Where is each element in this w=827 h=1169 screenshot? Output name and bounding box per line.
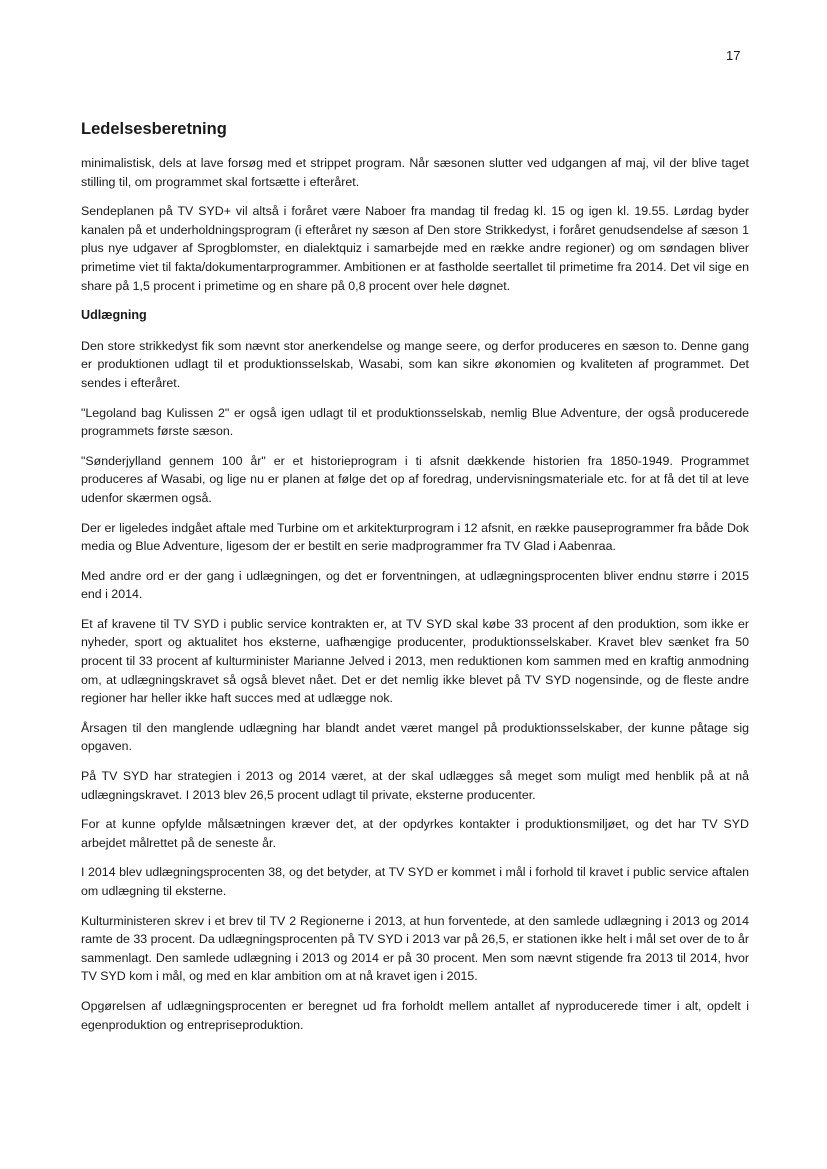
paragraph: I 2014 blev udlægningsprocenten 38, og det betyder, at TV SYD er kommet i mål i forhold til kravet i public service aftalen om udlægning til eksterne. [81,865,749,898]
paragraph: Opgørelsen af udlægningsprocenten er beregnet ud fra forholdt mellem antallet af nyproducerede timer i alt, opdelt i egenproduktion og entrepriseproduktion. [81,998,749,1032]
paragraph: Årsagen til den manglende udlægning har blandt andet været mangel på produktionsselskaber, der kunne påtage sig opgaven. [81,720,749,754]
paragraph: Et af kravene til TV SYD i public service kontrakten er, at TV SYD skal købe 33 procent af den produktion, som ikke er nyheder, sport og aktualitet hos eksterne, uafhængige producenter, produktionsselskaber. Kravet blev sænket fra 50 procent til 33 procent af kulturminister Marianne Jelved i 2013, men reduktionen kom sammen med en kraftig anmodning om, at udlægningskravet så også blevet nået. Det er det nemlig ikke blevet på TV SYD nogensinde, og de fleste andre regioner har heller ikke haft succes med at udlægge nok. [81,616,749,706]
paragraph: For at kunne opfylde målsætningen kræver det, at der opdyrkes kontakter i produktionsmiljøet, og det har TV SYD arbejdet målrettet på de seneste år. [81,817,749,850]
section-heading: Udlægning [81,308,147,323]
paragraph: Kulturministeren skrev i et brev til TV 2 Regionerne i 2013, at hun forventede, at den samlede udlægning i 2013 og 2014 ramte de 33 procent. Da udlægningsprocenten på TV SYD i 2013 var på 26,5, er stationen ikke helt i mål set over de to år sammenlagt. Den samlede udlægning i 2013 og 2014 er på 30 procent. Men som nævnt stigende fra 2013 til 2014, hvor TV SYD kom i mål, og med en klar ambition om at nå kravet igen i 2015. [81,913,749,984]
paragraph: På TV SYD har strategien i 2013 og 2014 været, at der skal udlægges så meget som muligt med henblik på at nå udlægningskravet. I 2013 blev 26,5 procent udlagt til private, eksterne producenter. [81,769,749,802]
paragraph: Der er ligeledes indgået aftale med Turbine om et arkitekturprogram i 12 afsnit, en række pauseprogrammer fra både Dok media og Blue Adventure, ligesom der er bestilt en serie madprogrammer fra TV Glad i Aabenraa. [81,520,749,554]
paragraph: Den store strikkedyst fik som nævnt stor anerkendelse og mange seere, og derfor produceres en sæson to. Denne gang er produktionen udlagt til et produktionsselskab, Wasabi, som kan sikre økonomien og kvaliteten af programmet. Det sendes i efteråret. [81,338,749,390]
paragraph: minimalistisk, dels at lave forsøg med et strippet program. Når sæsonen slutter ved udgangen af maj, vil der blive taget stilling til, om programmet skal fortsætte i efteråret. [81,156,749,189]
paragraph: "Sønderjylland gennem 100 år" er et historieprogram i ti afsnit dækkende historien fra 1850-1949. Programmet produceres af Wasabi, og lige nu er planen at følge det op af foredrag, undervisningsmateriale etc. for at få det til at leve udenfor skærmen også. [81,453,749,505]
page-heading: Ledelsesberetning [81,120,227,138]
document-body [81,154,749,1045]
paragraph: "Legoland bag Kulissen 2" er også igen udlagt til et produktionsselskab, nemlig Blue Adventure, der også producerede programmets første sæson. [81,405,749,439]
paragraph: Sendeplanen på TV SYD+ vil altså i foråret være Naboer fra mandag til fredag kl. 15 og igen kl. 19.55. Lørdag byder kanalen på et underholdningsprogram (i efteråret ny sæson af Den store Strikkedyst, i foråret genudsendelse af sæson 1 plus nye udgaver af Sprogblomster, en dialektquiz i samarbejde med en række andre regioner) og om søndagen bliver primetime viet til fakta/dokumentarprogrammer. Ambitionen er at fastholde seertallet til primetime fra 2014. Det vil sige en share på 1,5 procent i primetime og en share på 0,8 procent over hele døgnet. [81,204,749,293]
page-number: 17 [726,48,741,63]
paragraph: Med andre ord er der gang i udlægningen, og det er forventningen, at udlægningsprocenten bliver endnu større i 2015 end i 2014. [81,568,749,602]
